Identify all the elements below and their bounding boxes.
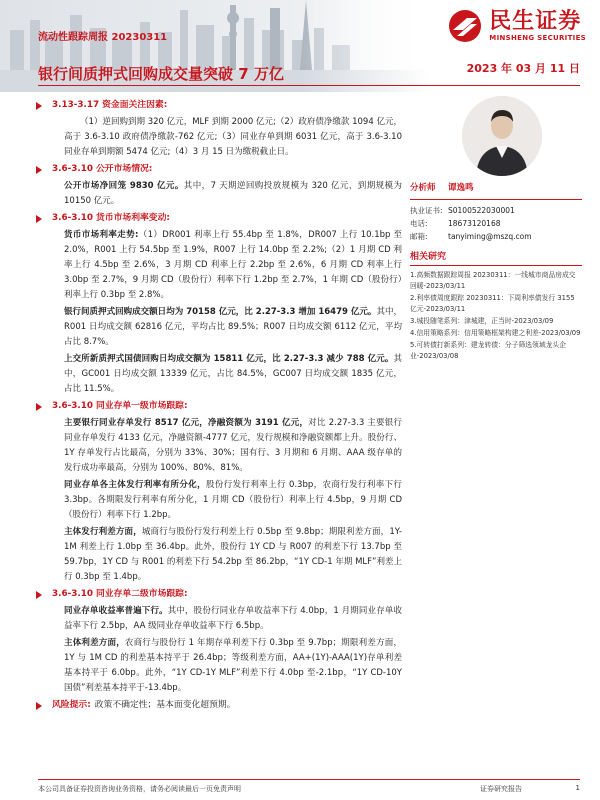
section-title [36, 698, 402, 713]
analyst-role-label: 分析师 [410, 183, 436, 193]
arrow-bullet-icon [36, 166, 42, 174]
email-label: 邮箱: [410, 232, 428, 241]
report-body [36, 96, 402, 715]
paragraph-text: 其中，7 天期逆回购投放规模为 320 亿元，到期规模为 10150 亿元。 [64, 181, 402, 206]
paragraph-lead: 主体利差方面， [64, 638, 125, 648]
minsheng-logo [445, 8, 586, 44]
section-title [36, 162, 402, 177]
related-research-item[interactable]: 5.可转债打新系列：建龙转债：分子筛选领域龙头企业-2023/03/08 [410, 341, 567, 360]
phone-number: 18673120168 [448, 219, 501, 228]
report-type: 流动性跟踪周报 20230311 [38, 32, 168, 43]
paragraph [36, 115, 402, 160]
related-research-list [410, 270, 582, 362]
related-research-item[interactable]: 1.高频数据跟踪周报 20230311：一线城市商品房成交回暖-2023/03/11 [410, 271, 576, 290]
analyst-name: 谭逸鸣 [448, 183, 474, 193]
email-link[interactable]: tanyiming@mszq.com [448, 232, 532, 241]
paragraph [36, 352, 402, 397]
footer-disclaimer: 本公司具备证券投资咨询业务资格，请务必阅读最后一页免责声明 [38, 785, 241, 793]
header-divider [38, 85, 580, 86]
related-research-item[interactable]: 2.利率债周度跟踪 20230311：下周利率债发行 3155 亿元-2023/03/11 [410, 294, 575, 313]
related-research-item[interactable]: 3.城投随笔系列：津城建，正当时-2023/03/09 [410, 317, 554, 325]
section-title-text: 3.13-3.17 资金面关注因素: [52, 100, 168, 110]
arrow-bullet-icon [36, 215, 42, 223]
paragraph-text: 对比 2.27-3.3 主要银行同业存单发行 4133 亿元，净融资额-4777 亿元，发行规模和净融资额都上升。股份行、1Y 存单发行占比最高，分别为 33%、30%；国有行、3 月期和 6 月期、AAA 级存单的发行成功率最高，分别为 100%、80%、81%。 [64, 418, 402, 473]
footer-doc-type: 证券研究报告 [480, 785, 522, 793]
analyst-divider [410, 199, 582, 200]
paragraph-text: 其中，股份行同业存单收益率下行 4.0bp，1 月期同业存单收益率下行 2.5bp，AA 级同业存单收益率下行 6.5bp。 [64, 606, 402, 631]
section-title-text: 3.6-3.10 同业存单一级市场跟踪: [52, 401, 188, 411]
paragraph-text: （1）DR001 利率上行 55.4bp 至 1.8%，DR007 上行 10.1bp 至 2.0%，R001 上行 54.5bp 至 1.9%，R007 上行 14.0bp 至 2.2%;（2）1 月期 CD 利率上行 4.5bp 至 2.6%，3 月期 CD 利率上行 2.2bp 至 2.6%，6 月期 CD 利率上行 3.0bp 至 2.7%，9 月期 CD（股份行）利率下行 1.2bp 至 2.7%，1 年期 CD（股份行）利率上行 0.3bp 至 2.8%。 [64, 230, 402, 300]
paragraph [36, 478, 402, 523]
paragraph-lead: 同业存单各主体发行利率有所分化， [64, 480, 206, 490]
minsheng-logo-icon [445, 8, 485, 44]
paragraph-lead: 主要银行同业存单发行 8517 亿元，净融资额为 3191 亿元， [64, 418, 309, 428]
footer-divider [38, 779, 580, 780]
paragraph-text: 其中，GC001 日均成交额 13339 亿元，占比 84.5%，GC007 日均成交额 1835 亿元，占比 11.5%。 [64, 354, 402, 394]
paragraph [36, 604, 402, 634]
section-title [36, 399, 402, 414]
page-number: 1 [575, 784, 580, 792]
report-title: 银行间质押式回购成交量突破 7 万亿 [38, 65, 284, 83]
arrow-bullet-icon [36, 102, 42, 110]
logo-english-text: MINSHENG SECURITIES [489, 34, 586, 42]
related-research-title: 相关研究 [410, 252, 447, 262]
paragraph-lead: 银行间质押式回购成交额日均为 70158 亿元，比 2.27-3.3 增加 16479 亿元。 [64, 307, 377, 317]
page-footer [38, 784, 580, 794]
paragraph-text: 其中，R001 日均成交额 62816 亿元，平均占比 89.5%；R007 日均成交额 6112 亿元，平均占比 8.7%。 [64, 307, 402, 347]
paragraph [36, 636, 402, 696]
paragraph [36, 228, 402, 303]
logo-chinese-text: 民生证券 [489, 9, 582, 34]
arrow-bullet-icon [36, 403, 42, 411]
paragraph-lead: 公开市场净回笼 9830 亿元。 [64, 181, 184, 191]
paragraph-text: 农商行与股份行 1 年期存单利差下行 0.3bp 至 9.7bp；期限利差方面，1Y 与 1M CD 的利差基本持平于 26.4bp；等级利差方面，AA+(1Y)-AAA(1Y)存单利差基本持平于 6.0bp。此外，“1Y CD-1Y MLF”利差下行 4.0bp 至-2.1bp，“1Y CD-10Y 国债”利差基本持平于-13.4bp。 [64, 638, 402, 693]
section-title [36, 98, 402, 113]
report-date: 2023 年 03 月 11 日 [466, 62, 580, 75]
section-title [36, 587, 402, 602]
analyst-avatar-icon [462, 96, 542, 176]
section-title-text: 3.6-3.10 同业存单二级市场跟踪: [52, 589, 188, 599]
paragraph [36, 179, 402, 209]
phone-label: 电话: [410, 219, 428, 228]
paragraph [36, 525, 402, 585]
report-header [0, 0, 600, 92]
section-title-text: 3.6-3.10 公开市场情况: [52, 164, 153, 174]
arrow-bullet-icon [36, 591, 42, 599]
section-inline-text: 政策不确定性；基本面变化超预期。 [94, 700, 236, 710]
paragraph [36, 416, 402, 476]
section-title [36, 211, 402, 226]
sidebar [410, 96, 582, 363]
section-title-text: 风险提示: [52, 700, 91, 710]
analyst-info [410, 182, 582, 243]
paragraph-text: 股份行发行利率上行 0.3bp，农商行发行利率下行 3.3bp。各期限发行利率有所分化，1 月期 CD（股份行）利率上行 4.5bp，9 月期 CD（股份行）利率下行 1.2bp。 [64, 480, 402, 520]
section-title-text: 3.6-3.10 货币市场利率变动: [52, 213, 170, 223]
paragraph-text: 城商行与股份行发行利差上行 0.5bp 至 9.8bp；期限利差方面，1Y-1M 利差上行 1.0bp 至 36.4bp。此外，股份行 1Y CD 与 R007 的利差下行 13.7bp 至 59.7bp，1Y CD 与 R001 的利差下行 54.2bp 至 86.2bp，“1Y CD-1 年期 MLF”利差上行 0.3bp 至 1.4bp。 [64, 527, 402, 582]
paragraph-lead: 上交所新质押式国债回购日均成交额为 15811 亿元，比 2.27-3.3 减少 788 亿元。 [64, 354, 394, 364]
paragraph-lead: 同业存单收益率普遍下行。 [64, 606, 168, 616]
paragraph [36, 305, 402, 350]
cert-number: S0100522030001 [448, 206, 515, 215]
arrow-bullet-icon [36, 702, 42, 710]
cert-label: 执业证书: [410, 206, 443, 215]
related-research-item[interactable]: 4.信用策略系列：信用策略框架构建之利差-2023/03/09 [410, 329, 581, 337]
paragraph-text: （1）逆回购到期 320 亿元，MLF 到期 2000 亿元;（2）政府债净缴款 1094 亿元，高于 3.6-3.10 政府债净缴款-762 亿元;（3）同业存单到期 6031 亿元，高于 3.6-3.10 同业存单到期额 5474 亿元;（4）3 月 15 日为缴税截止日。 [64, 117, 402, 157]
analyst-photo [462, 96, 542, 176]
paragraph-lead: 货币市场利率走势: [64, 230, 139, 240]
related-divider [410, 265, 582, 266]
paragraph-lead: 主体发行利差方面， [64, 527, 142, 537]
